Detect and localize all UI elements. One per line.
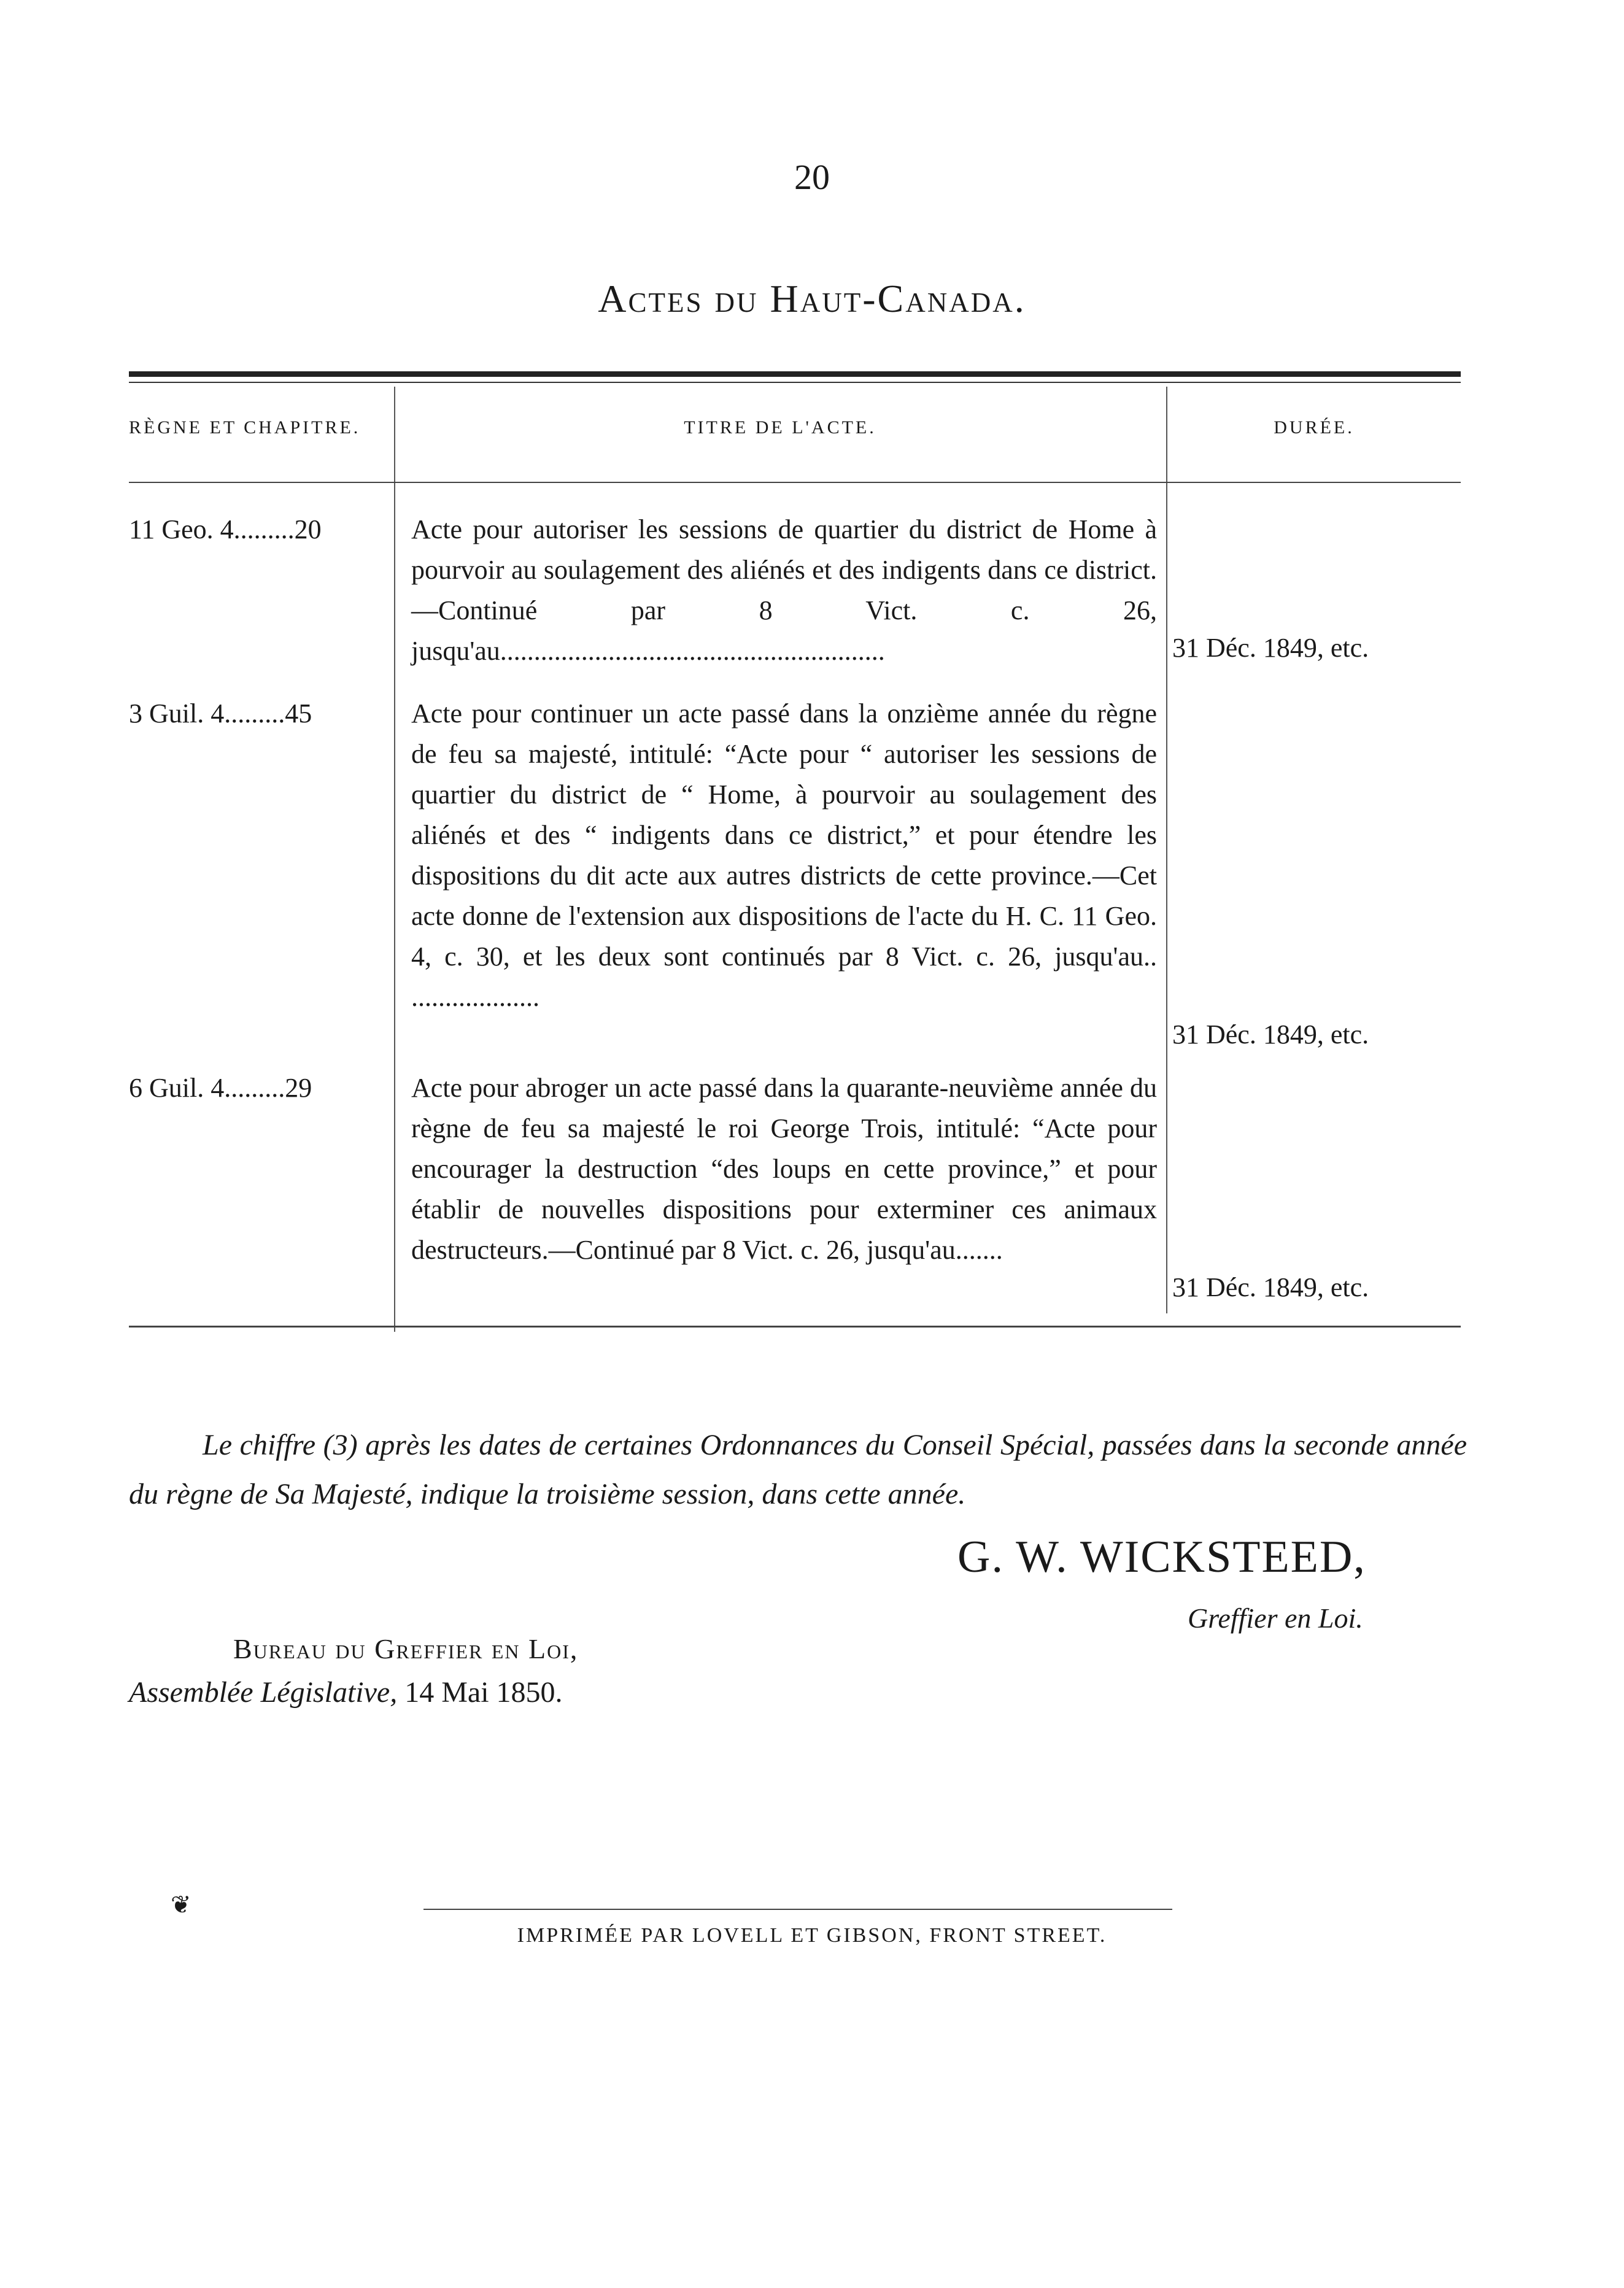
titre-cell: Acte pour abroger un acte passé dans la quarante-neuvième année du règne de feu sa majesté le roi George Trois, intitulé: “Acte pour encourager la destruction “des loups en cette province,” et pour établir de nouvelles dispositions pour exterminer ces animaux destructeurs.—Continué par 8 Vict. c. 26, jusqu'au....... [411, 1073, 1157, 1265]
explanatory-note: Le chiffre (3) après les dates de certaines Ordonnances du Conseil Spécial, passées dans la seconde année du règne de Sa Majesté, indique la troisième session, dans cette année. [129, 1429, 1467, 1510]
bottom-rule [129, 1326, 1461, 1328]
header-duree: DURÉE. [1274, 417, 1355, 438]
acts-table [129, 387, 1461, 1332]
footer-rule [423, 1909, 1172, 1910]
duree-cell: 31 Déc. 1849, etc. [1172, 633, 1369, 663]
top-rule-thick [129, 371, 1461, 377]
office-bureau: Bureau du Greffier en Loi, [233, 1633, 579, 1664]
regne-cell: 11 Geo. 4.........20 [129, 514, 322, 544]
column-divider [1166, 387, 1167, 1313]
regne-cell: 3 Guil. 4.........45 [129, 698, 312, 729]
header-rule [129, 482, 1461, 483]
office-date: 14 Mai 1850. [397, 1676, 563, 1709]
column-divider [394, 387, 395, 1332]
duree-cell: 31 Déc. 1849, etc. [1172, 1272, 1369, 1302]
page-title: Actes du Haut-Canada. [598, 277, 1026, 320]
signature-name: G. W. WICKSTEED, [957, 1532, 1366, 1582]
titre-cell: Acte pour continuer un acte passé dans la onzième année du règne de feu sa majesté, intitulé: “Acte pour “ autoriser les sessions de quartier du district de “ Home, à pourvoir au soulagement des aliénés et des “ indigents dans ce district,” et pour étendre les dispositions du dit acte aux autres districts de cette province.—Cet acte donne de l'extension aux dispositions de l'acte du H. C. 11 Geo. 4, c. 30, et les deux sont continués par 8 Vict. c. 26, jusqu'au.. ................... [411, 698, 1157, 1012]
page-number: 20 [794, 157, 830, 197]
regne-cell: 6 Guil. 4.........29 [129, 1073, 312, 1103]
office-assemblee [129, 1675, 563, 1709]
assemblee-label: Assemblée Législative, [129, 1676, 398, 1709]
header-titre: TITRE DE L'ACTE. [684, 417, 876, 438]
duree-cell: 31 Déc. 1849, etc. [1172, 1019, 1369, 1049]
ornament-icon: ❦ [171, 1891, 191, 1919]
printer-imprint: IMPRIMÉE PAR LOVELL ET GIBSON, FRONT STREET. [517, 1924, 1107, 1947]
titre-cell: Acte pour autoriser les sessions de quartier du district de Home à pourvoir au soulagement des aliénés et des indigents dans ce district.—Continué par 8 Vict. c. 26, jusqu'au......................................................... [411, 514, 1157, 666]
header-regne: RÈGNE ET CHAPITRE. [129, 417, 361, 438]
top-rule-thin [129, 382, 1461, 383]
signature-role: Greffier en Loi. [1188, 1602, 1363, 1634]
